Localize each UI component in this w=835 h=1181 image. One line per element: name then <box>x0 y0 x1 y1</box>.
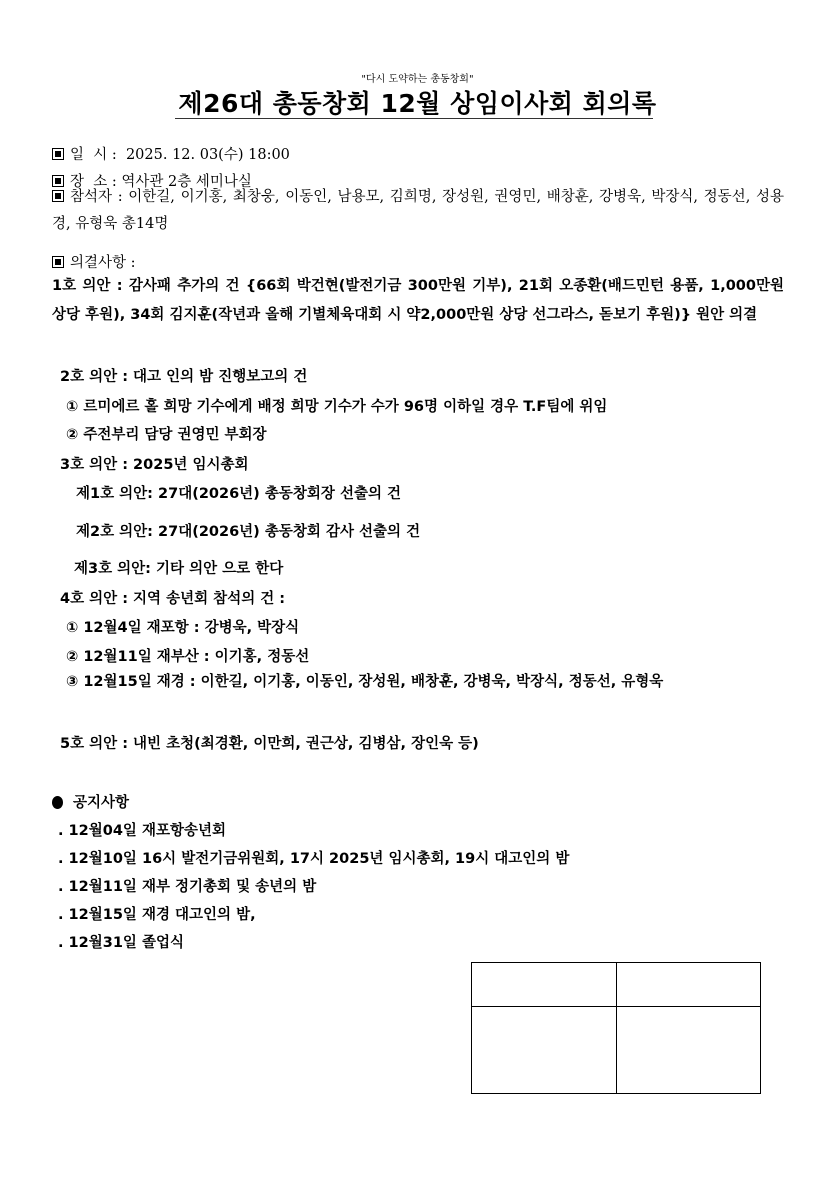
info-attendees <box>52 184 784 238</box>
square-bullet-icon <box>52 190 64 202</box>
agenda-item-4-sub: ① 12월4일 재포항 : 강병욱, 박장식 <box>66 620 300 636</box>
square-bullet-icon <box>52 256 64 268</box>
agenda-item-3-sub: 제3호 의안: 기타 의안 으로 한다 <box>74 561 284 577</box>
notices-heading <box>52 791 129 812</box>
approval-header-cell <box>617 963 761 1007</box>
attendees-text: 참석자 : 이한길, 이기홍, 최창웅, 이동인, 남용모, 김희명, 장성원, 권영민, 배창훈, 강병욱, 박장식, 정동선, 성용경, 유형욱 총14명 <box>52 189 784 232</box>
agenda-item-2-sub: ① 르미에르 홀 희망 기수에게 배정 희망 기수가 수가 96명 이하일 경우 T.F팀에 위임 <box>66 399 608 415</box>
info-datetime <box>52 143 290 164</box>
notices-heading-text: 공지사항 <box>73 795 130 811</box>
agenda-item-5: 5호 의안 : 내빈 초청(최경환, 이만희, 권근상, 김병삼, 장인욱 등) <box>60 736 479 752</box>
agenda-item-3: 3호 의안 : 2025년 임시총회 <box>60 457 249 473</box>
agenda-item-2-sub: ② 주전부리 담당 권영민 부회장 <box>66 427 267 443</box>
agenda-item-2: 2호 의안 : 대고 인의 밤 진행보고의 건 <box>60 369 308 385</box>
agenda-item-3-sub: 제1호 의안: 27대(2026년) 총동창회장 선출의 건 <box>76 486 402 502</box>
agenda-item-4-sub: ③ 12월15일 재경 : 이한길, 이기홍, 이동인, 장성원, 배창훈, 강병욱, 박장식, 정동선, 유형욱 <box>66 674 664 690</box>
datetime-text: 일 시 : 2025. 12. 03(수) 18:00 <box>70 147 290 163</box>
approval-sign-cell[interactable] <box>472 1007 617 1094</box>
approval-header-cell <box>472 963 617 1007</box>
notice-item: . 12월15일 재경 대고인의 밤, <box>58 907 256 923</box>
document-subtitle: "다시 도약하는 총동창회" <box>361 74 474 85</box>
approval-signature-table <box>471 962 761 1094</box>
agenda-item-4-sub: ② 12월11일 재부산 : 이기홍, 정동선 <box>66 649 310 665</box>
notice-item: . 12월10일 16시 발전기금위원회, 17시 2025년 임시총회, 19시 대고인의 밤 <box>58 851 570 867</box>
notice-item: . 12월11일 재부 정기총회 및 송년의 밤 <box>58 879 317 895</box>
notice-item: . 12월31일 졸업식 <box>58 935 184 951</box>
agenda-item-1: 1호 의안 : 감사패 추가의 건 {66회 박건현(발전기금 300만원 기부), 21회 오종환(배드민턴 용품, 1,000만원 상당 후원), 34회 김지훈(작년과 올해 기별체육대회 시 약2,000만원 상당 선그라스, 돋보기 후원)} 원안 의결 <box>52 278 784 323</box>
approval-sign-cell[interactable] <box>617 1007 761 1094</box>
circle-bullet-icon <box>52 796 63 809</box>
agenda-item-4: 4호 의안 : 지역 송년회 참석의 건 : <box>60 591 286 607</box>
agenda-item-3-sub: 제2호 의안: 27대(2026년) 총동창회 감사 선출의 건 <box>76 524 421 540</box>
place-text: 장 소 : 역사관 2층 세미나실 <box>70 174 252 190</box>
resolutions-label: 의결사항 : <box>70 255 136 271</box>
document-title: 제26대 총동창회 12월 상임이사회 회의록 <box>178 89 657 118</box>
notice-item: . 12월04일 재포항송년회 <box>58 823 227 839</box>
square-bullet-icon <box>52 148 64 160</box>
title-underline <box>175 118 653 119</box>
info-resolutions <box>52 251 136 272</box>
